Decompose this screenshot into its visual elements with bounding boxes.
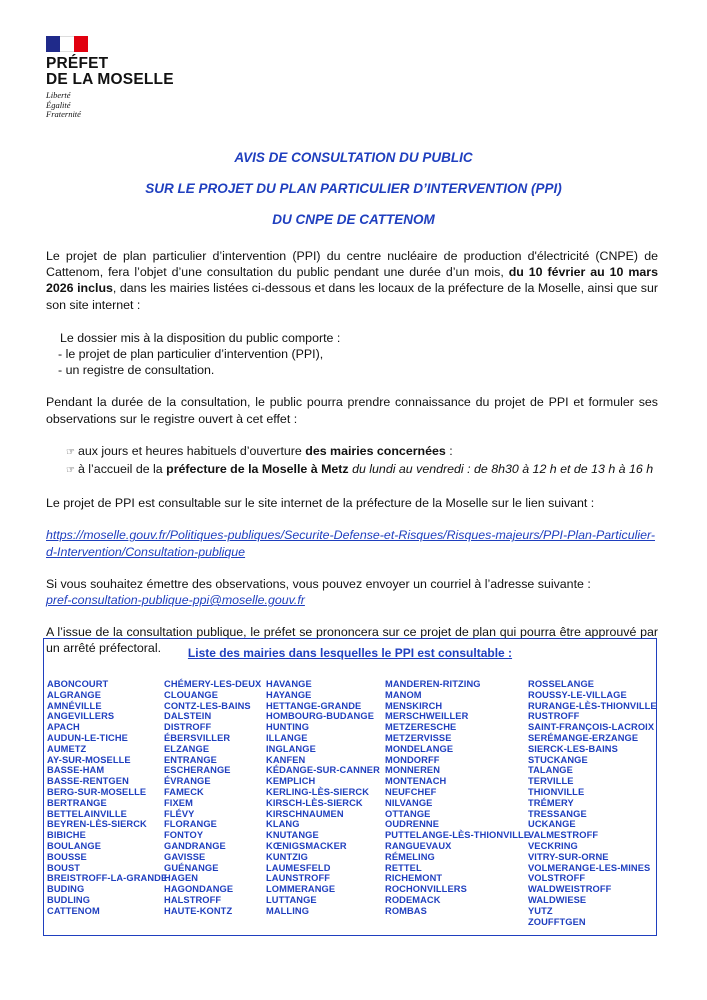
mairie-name: HAGEN bbox=[164, 873, 199, 884]
mairie-name: MONTENACH bbox=[385, 776, 447, 787]
mairie-name: LAUNSTROFF bbox=[266, 873, 331, 884]
mairie-name: KIRSCHNAUMEN bbox=[266, 808, 344, 819]
mairie-name: TRESSANGE bbox=[528, 808, 587, 819]
consultation-dates: du 10 février au 10 mars 2026 inclus bbox=[46, 265, 658, 296]
intro-text: Le projet de plan particulier d’intervention (PPI) du centre nucléaire de production d'électricité (CNPE) de Cattenom, fera l’objet d’une consultation du public pendant une durée d’un mois, bbox=[46, 249, 658, 280]
document-title bbox=[0, 150, 707, 243]
document-body bbox=[46, 248, 658, 657]
bullet-bold: des mairies concernées bbox=[305, 443, 446, 458]
mairie-name: VOLSTROFF bbox=[528, 873, 586, 884]
mairie-name: MONDELANGE bbox=[385, 743, 454, 754]
mairie-name: OTTANGE bbox=[385, 808, 431, 819]
mairie-name: RÉMELING bbox=[385, 851, 435, 862]
mairie-name: CONTZ-LES-BAINS bbox=[164, 700, 251, 711]
mairie-name: BUDING bbox=[47, 884, 85, 895]
mairies-column-3 bbox=[266, 679, 380, 917]
title-line-2: SUR LE PROJET DU PLAN PARTICULIER D’INTERVENTION (PPI) bbox=[145, 181, 562, 196]
mairie-name: GUÉNANGE bbox=[164, 862, 219, 873]
mairie-name: CLOUANGE bbox=[164, 689, 218, 700]
mairie-name: KERLING-LÈS-SIERCK bbox=[266, 786, 370, 797]
mairie-name: ROSSELANGE bbox=[528, 679, 595, 689]
mairie-name: ÉVRANGE bbox=[164, 776, 211, 787]
mairie-name: FAMECK bbox=[164, 786, 204, 797]
mairie-name: FONTOY bbox=[164, 830, 204, 841]
mairie-name: ANGEVILLERS bbox=[47, 711, 115, 722]
intro-text-end: , dans les mairies listées ci-dessous et dans les locaux de la préfecture de la Moselle, ainsi que sur son site internet : bbox=[46, 281, 658, 312]
mairie-name: SAINT-FRANÇOIS-LACROIX bbox=[528, 722, 655, 733]
dossier-item: - un registre de consultation. bbox=[58, 363, 215, 378]
prefet-line2: DE LA MOSELLE bbox=[46, 71, 174, 88]
mairie-name: LAUMESFELD bbox=[266, 862, 331, 873]
mairie-name: KLANG bbox=[266, 819, 300, 830]
mairies-column-5 bbox=[528, 679, 657, 927]
mairie-name: HALSTROFF bbox=[164, 894, 222, 905]
dossier-heading: Le dossier mis à la disposition du public comporte : bbox=[60, 330, 341, 345]
mairie-name: FLORANGE bbox=[164, 819, 217, 830]
mairie-name: BOUSSE bbox=[47, 851, 87, 862]
mairie-name: HAYANGE bbox=[266, 689, 312, 700]
mairie-name: BEYREN-LÈS-SIERCK bbox=[47, 819, 147, 830]
mairie-name: TRÉMERY bbox=[528, 797, 574, 808]
mairie-name: STUCKANGE bbox=[528, 754, 588, 765]
mairie-name: KŒNIGSMACKER bbox=[266, 840, 347, 851]
mairie-name: CATTENOM bbox=[47, 905, 100, 916]
mairie-name: ROUSSY-LE-VILLAGE bbox=[528, 689, 627, 700]
mairie-name: NEUFCHEF bbox=[385, 786, 437, 797]
mairie-name: MONDORFF bbox=[385, 754, 440, 765]
bullet-bold: préfecture de la Moselle à Metz bbox=[166, 462, 349, 477]
mairie-name: HETTANGE-GRANDE bbox=[266, 700, 362, 711]
mairie-name: MANDEREN-RITZING bbox=[385, 679, 481, 689]
title-line-3: DU CNPE DE CATTENOM bbox=[272, 212, 435, 227]
mairie-name: METZERVISSE bbox=[385, 732, 452, 743]
mairie-name: KÉDANGE-SUR-CANNER bbox=[266, 765, 380, 776]
mairie-name: TERVILLE bbox=[528, 776, 574, 787]
bullet-prefecture bbox=[66, 461, 658, 479]
bullet-list bbox=[46, 443, 658, 479]
mairie-name: BERTRANGE bbox=[47, 797, 107, 808]
mairie-name: FIXEM bbox=[164, 797, 193, 808]
pendant-paragraph: Pendant la durée de la consultation, le public pourra prendre connaissance du projet de PPI et formuler ses observations sur le registre ouvert à cet effet : bbox=[46, 395, 658, 426]
mairie-name: HAUTE-KONTZ bbox=[164, 905, 233, 916]
motto-fraternite: Fraternité bbox=[46, 109, 81, 119]
mairie-name: WALDWEISTROFF bbox=[528, 884, 612, 895]
bullet-mairies bbox=[66, 443, 658, 461]
mairie-name: KUNTZIG bbox=[266, 851, 309, 862]
mairie-name: AY-SUR-MOSELLE bbox=[47, 754, 131, 765]
mairie-name: UCKANGE bbox=[528, 819, 576, 830]
mairies-column-4 bbox=[385, 679, 530, 917]
mairie-name: VITRY-SUR-ORNE bbox=[528, 851, 609, 862]
mairie-name: MALLING bbox=[266, 905, 310, 916]
mairie-name: BIBICHE bbox=[47, 830, 86, 841]
mairie-name: BERG-SUR-MOSELLE bbox=[47, 786, 147, 797]
mairie-name: RANGUEVAUX bbox=[385, 840, 452, 851]
mairie-name: ÉBERSVILLER bbox=[164, 732, 231, 743]
mairie-name: ENTRANGE bbox=[164, 754, 217, 765]
mairie-name: CHÉMERY-LES-DEUX bbox=[164, 679, 262, 689]
mairie-name: MENSKIRCH bbox=[385, 700, 443, 711]
site-link[interactable] bbox=[46, 527, 658, 559]
mairie-name: WALDWIESE bbox=[528, 894, 587, 905]
mairie-name: AUDUN-LE-TICHE bbox=[47, 732, 128, 743]
site-link-text[interactable]: https://moselle.gouv.fr/Politiques-publiques/Securite-Defense-et-Risques/Risques-majeurs/PPI-Plan-Particulier-d-Intervention/Consultation-publique bbox=[46, 528, 656, 559]
prefet-line1: PRÉFET bbox=[46, 55, 109, 72]
mairie-name: OUDRENNE bbox=[385, 819, 440, 830]
email-link-text[interactable]: pref-consultation-publique-ppi@moselle.gouv.fr bbox=[46, 593, 305, 608]
mairie-name: RUSTROFF bbox=[528, 711, 580, 722]
mairie-name: BASSE-RENTGEN bbox=[47, 776, 129, 787]
bullet-hours: du lundi au vendredi : de 8h30 à 12 h et de 13 h à 16 h bbox=[348, 462, 654, 477]
mairie-name: BREISTROFF-LA-GRANDE bbox=[47, 873, 168, 884]
mairie-name: ROCHONVILLERS bbox=[385, 884, 467, 895]
mairies-column-2 bbox=[164, 679, 261, 917]
bullet-text: à l’accueil de la bbox=[77, 462, 167, 477]
mairies-box bbox=[43, 638, 657, 936]
mairie-name: ABONCOURT bbox=[47, 679, 109, 689]
mairie-name: MANOM bbox=[385, 689, 422, 700]
intro-paragraph bbox=[46, 248, 658, 313]
mairie-name: HAVANGE bbox=[266, 679, 312, 689]
mairie-name: HUNTING bbox=[266, 722, 310, 733]
mairie-name: TALANGE bbox=[528, 765, 573, 776]
mairie-name: ELZANGE bbox=[164, 743, 210, 754]
mairie-name: MONNEREN bbox=[385, 765, 441, 776]
mairie-name: VALMESTROFF bbox=[528, 830, 599, 841]
mairie-name: RODEMACK bbox=[385, 894, 441, 905]
motto bbox=[46, 91, 174, 120]
mairie-name: KIRSCH-LÈS-SIERCK bbox=[266, 797, 363, 808]
mairie-name: SERÉMANGE-ERZANGE bbox=[528, 732, 639, 743]
conclusion-paragraph: A l’issue de la consultation publique, le préfet se prononcera sur ce projet de plan qui pourra être approuvé par un arrêté préfectoral. bbox=[46, 625, 658, 656]
mairie-name: RURANGE-LÈS-THIONVILLE bbox=[528, 700, 657, 711]
mairie-name: DISTROFF bbox=[164, 722, 212, 733]
mairie-name: RICHEMONT bbox=[385, 873, 443, 884]
mairie-name: HAGONDANGE bbox=[164, 884, 234, 895]
mairies-column-1 bbox=[47, 679, 167, 917]
dossier-list bbox=[46, 330, 658, 379]
mairie-name: BOUST bbox=[47, 862, 81, 873]
pointing-hand-icon: ☞ bbox=[66, 465, 75, 477]
mairie-name: ROMBAS bbox=[385, 905, 427, 916]
mairie-name: BETTELAINVILLE bbox=[47, 808, 127, 819]
mairie-name: ZOUFFTGEN bbox=[528, 916, 586, 927]
mairie-name: APACH bbox=[47, 722, 80, 733]
mairie-name: BASSE-HAM bbox=[47, 765, 105, 776]
mairie-name: GANDRANGE bbox=[164, 840, 226, 851]
mairie-name: BOULANGE bbox=[47, 840, 101, 851]
mairie-name: KANFEN bbox=[266, 754, 306, 765]
french-flag-icon bbox=[46, 36, 88, 52]
motto-liberte: Liberté bbox=[46, 90, 71, 100]
motto-egalite: Égalité bbox=[46, 99, 71, 110]
mairie-name: INGLANGE bbox=[266, 743, 316, 754]
mairie-name: ALGRANGE bbox=[47, 689, 101, 700]
email-link[interactable] bbox=[46, 592, 658, 608]
title-line-1: AVIS DE CONSULTATION DU PUBLIC bbox=[234, 150, 473, 165]
mairie-name: FLÉVY bbox=[164, 808, 195, 819]
dossier-item: - le projet de plan particulier d’intervention (PPI), bbox=[58, 347, 324, 362]
mairie-name: ILLANGE bbox=[266, 732, 308, 743]
mairie-name: SIERCK-LES-BAINS bbox=[528, 743, 618, 754]
mairies-title: Liste des mairies dans lesquelles le PPI est consultable : bbox=[187, 646, 513, 660]
mairie-name: VOLMERANGE-LES-MINES bbox=[528, 862, 651, 873]
mairie-name: PUTTELANGE-LÈS-THIONVILLE bbox=[385, 830, 531, 841]
email-paragraph: Si vous souhaitez émettre des observations, vous pouvez envoyer un courriel à l’adresse suivante : bbox=[46, 576, 591, 591]
mairie-name: AUMETZ bbox=[47, 743, 87, 754]
pointing-hand-icon: ☞ bbox=[66, 446, 75, 458]
mairie-name: RETTEL bbox=[385, 862, 422, 873]
mairie-name: KNUTANGE bbox=[266, 830, 319, 841]
bullet-end: : bbox=[445, 443, 453, 458]
mairie-name: VECKRING bbox=[528, 840, 578, 851]
site-paragraph: Le projet de PPI est consultable sur le site internet de la préfecture de la Moselle sur le lien suivant : bbox=[46, 496, 595, 511]
mairie-name: DALSTEIN bbox=[164, 711, 212, 722]
mairie-name: HOMBOURG-BUDANGE bbox=[266, 711, 374, 722]
mairie-name: LOMMERANGE bbox=[266, 884, 336, 895]
mairie-name: MERSCHWEILLER bbox=[385, 711, 469, 722]
mairie-name: ESCHERANGE bbox=[164, 765, 231, 776]
mairie-name: LUTTANGE bbox=[266, 894, 317, 905]
mairie-name: YUTZ bbox=[528, 905, 553, 916]
mairie-name: AMNÉVILLE bbox=[47, 700, 102, 711]
prefecture-logo bbox=[46, 36, 174, 120]
mairie-name: METZERESCHE bbox=[385, 722, 457, 733]
mairie-name: THIONVILLE bbox=[528, 786, 585, 797]
mairie-name: NILVANGE bbox=[385, 797, 433, 808]
mairie-name: GAVISSE bbox=[164, 851, 206, 862]
bullet-text: aux jours et heures habituels d’ouverture bbox=[77, 443, 306, 458]
mairie-name: BUDLING bbox=[47, 894, 91, 905]
mairie-name: KEMPLICH bbox=[266, 776, 316, 787]
